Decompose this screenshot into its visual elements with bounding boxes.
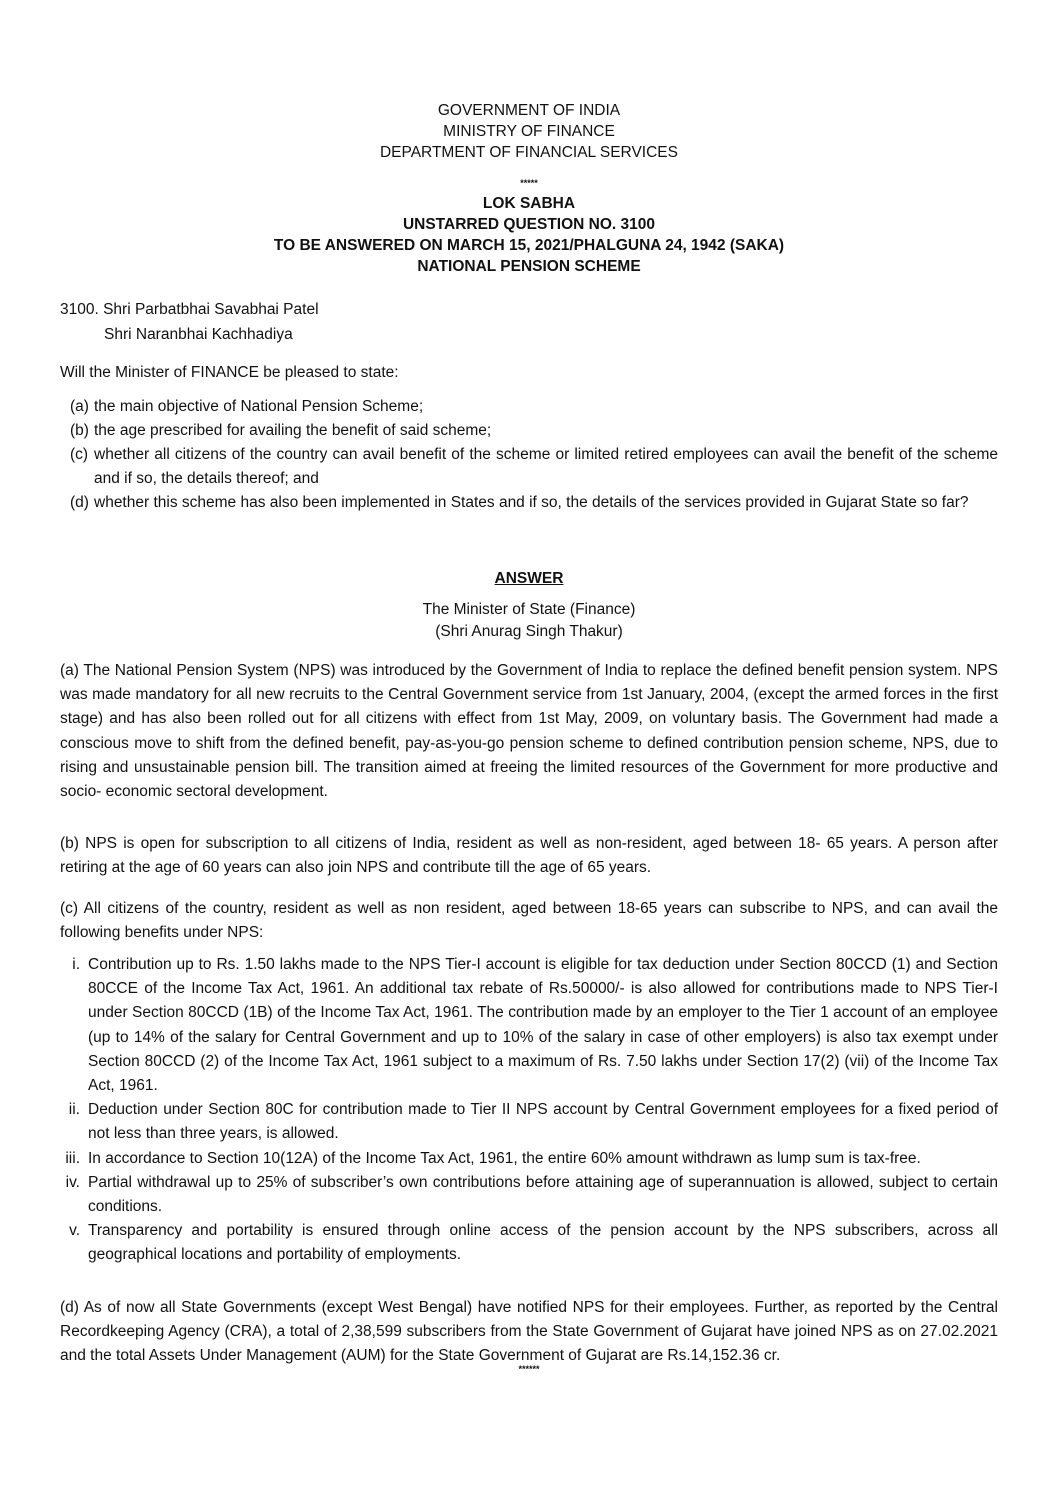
- question-label: (c): [70, 446, 89, 463]
- benefit-text: In accordance to Section 10(12A) of the Income Tax Act, 1961, the entire 60% amount withdrawn as lump sum is tax-free.: [88, 1149, 921, 1167]
- benefit-label: iii.: [65, 1149, 80, 1167]
- question-item: [70, 491, 998, 515]
- benefit-label: i.: [72, 956, 80, 974]
- header-separator: *****: [520, 178, 538, 188]
- benefit-item: [60, 953, 998, 1098]
- end-marker: ******: [518, 1364, 540, 1375]
- benefit-label: ii.: [68, 1101, 80, 1119]
- benefit-text: Transparency and portability is ensured through online access of the pension account by the NPS subscribers, across all geographical locations and portability of employments.: [88, 1222, 998, 1264]
- answer-part-c: (c) All citizens of the country, resident as well as non resident, aged between 18-65 years can subscribe to NPS, and can avail the following benefits under NPS:: [60, 899, 998, 941]
- answer-part-d: (d) As of now all State Governments (except West Bengal) have notified NPS for their employees. Further, as reported by the Central Recordkeeping Agency (CRA), a total of 2,38,599 subscribers from the State Government of Gujarat have joined NPS as on 27.02.2021 and the total Assets Under Management (AUM) for the State Government of Gujarat are Rs.14,152.36 cr.: [60, 1298, 998, 1365]
- government-header: [60, 100, 998, 163]
- minister-name: (Shri Anurag Singh Thakur): [435, 623, 623, 640]
- question-text: whether all citizens of the country can avail benefit of the scheme or limited retired employees can avail the benefit of the scheme and if so, the details thereof; and: [94, 446, 998, 487]
- benefit-item: [60, 1147, 998, 1171]
- benefit-text: Deduction under Section 80C for contribution made to Tier II NPS account by Central Government employees for a fixed period of not less than three years, is allowed.: [88, 1101, 998, 1143]
- house-name: LOK SABHA: [482, 195, 576, 212]
- header-line-ministry: MINISTRY OF FINANCE: [443, 123, 615, 140]
- answer-part-a: (a) The National Pension System (NPS) was introduced by the Government of India to replace the defined benefit pension system. NPS was made mandatory for all new recruits to the Central Government service from 1st January, 2004, (except the armed forces in the first stage) and has also been rolled out for all citizens with effect from 1st May, 2009, on voluntary basis. The Government had made a conscious move to shift from the defined benefit, pay-as-you-go pension scheme to defined contribution pension scheme, NPS, due to rising and unsustainable pension bill. The transition aimed at freeing the limited resources of the Government for more productive and socio- economic sectoral development.: [60, 662, 998, 801]
- question-item: [70, 443, 998, 491]
- benefit-item: [60, 1171, 998, 1219]
- benefit-item: [60, 1219, 998, 1267]
- question-label: (a): [70, 398, 89, 415]
- question-intro: Will the Minister of FINANCE be pleased to state:: [60, 364, 399, 381]
- answer-date: TO BE ANSWERED ON MARCH 15, 2021/PHALGUNA 24, 1942 (SAKA): [273, 237, 785, 254]
- header-line-government: GOVERNMENT OF INDIA: [437, 102, 621, 119]
- question-item: [70, 395, 998, 419]
- question-subject: NATIONAL PENSION SCHEME: [417, 258, 641, 275]
- question-label: (b): [70, 422, 89, 439]
- benefit-label: v.: [69, 1222, 80, 1240]
- benefit-label: iv.: [65, 1173, 80, 1191]
- question-text: the age prescribed for availing the benefit of said scheme;: [94, 422, 492, 439]
- member-name: Shri Naranbhai Kachhadiya: [104, 326, 293, 343]
- question-number: UNSTARRED QUESTION NO. 3100: [402, 216, 656, 233]
- benefit-item: [60, 1098, 998, 1146]
- question-list: [60, 395, 998, 515]
- question-label: (d): [70, 494, 89, 511]
- header-line-department: DEPARTMENT OF FINANCIAL SERVICES: [379, 144, 678, 161]
- question-text: the main objective of National Pension Scheme;: [94, 398, 424, 415]
- member-name: 3100. Shri Parbatbhai Savabhai Patel: [60, 301, 319, 318]
- question-header: [60, 193, 998, 277]
- document-page: [60, 100, 998, 1374]
- answer-part-b: (b) NPS is open for subscription to all citizens of India, resident as well as non-resident, aged between 18- 65 years. A person after retiring at the age of 60 years can also join NPS and contribute till the age of 65 years.: [60, 835, 998, 877]
- members-list: [60, 297, 998, 347]
- minister-block: [60, 599, 998, 643]
- question-item: [70, 419, 998, 443]
- benefit-text: Contribution up to Rs. 1.50 lakhs made to the NPS Tier-I account is eligible for tax deduction under Section 80CCD (1) and Section 80CCE of the Income Tax Act, 1961. An additional tax rebate of Rs.50000/- is also allowed for contributions made to NPS Tier-I under Section 80CCD (1B) of the Income Tax Act, 1961. The contribution made by an employer to the Tier 1 account of an employee (up to 14% of the salary for Central Government and up to 10% of the salary in case of other employers) is also tax exempt under Section 80CCD (2) of the Income Tax Act, 1961 subject to a maximum of Rs. 7.50 lakhs under Section 17(2) (vii) of the Income Tax Act, 1961.: [88, 956, 998, 1095]
- question-text: whether this scheme has also been implemented in States and if so, the details of the services provided in Gujarat State so far?: [94, 494, 969, 511]
- answer-heading: ANSWER: [494, 570, 564, 587]
- benefits-list: [60, 953, 998, 1268]
- benefit-text: Partial withdrawal up to 25% of subscriber’s own contributions before attaining age of superannuation is allowed, subject to certain conditions.: [88, 1173, 998, 1216]
- minister-title: The Minister of State (Finance): [422, 601, 636, 618]
